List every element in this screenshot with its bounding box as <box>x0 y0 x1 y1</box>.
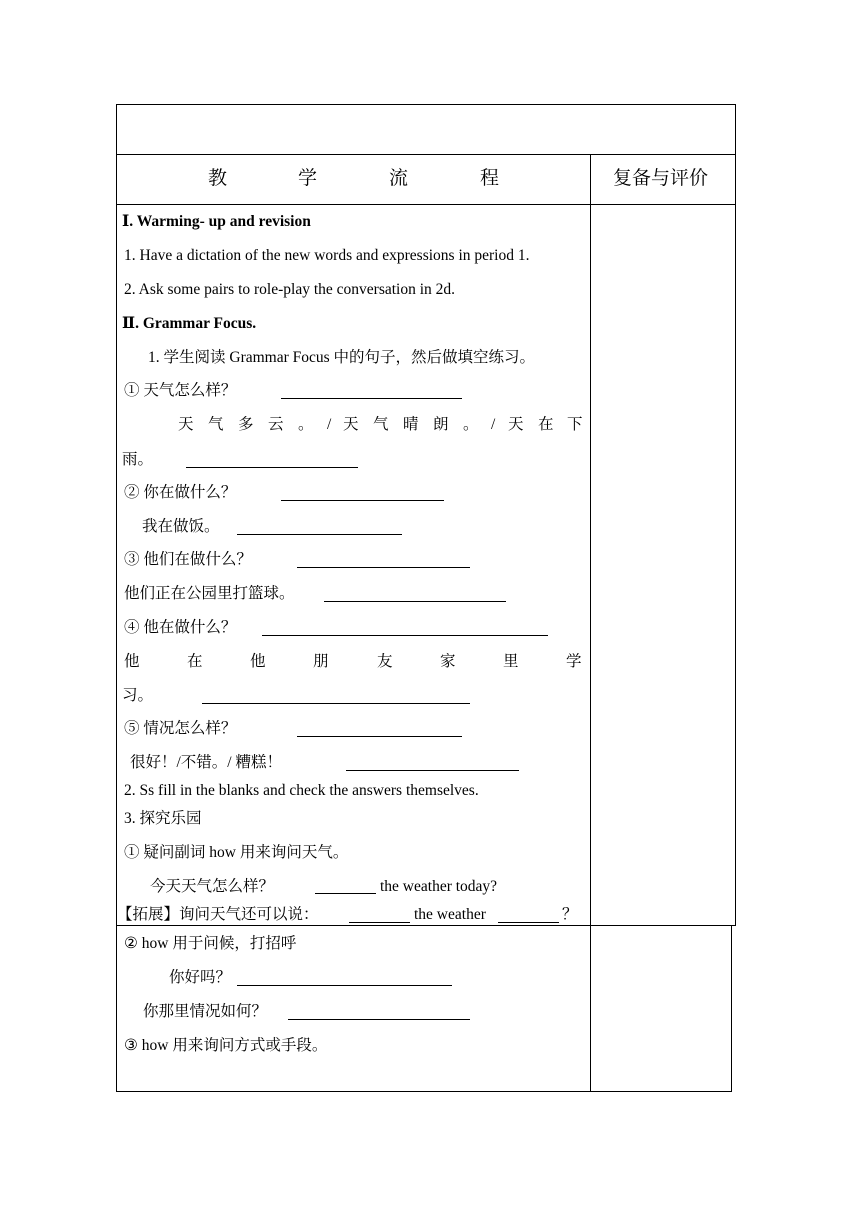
section1-item2: 2. Ask some pairs to role-play the conversation in 2d. <box>124 281 456 298</box>
q1-answer-char-10: 朗 <box>433 416 449 433</box>
q4-answer-char-7: 里 <box>503 653 519 670</box>
q4-answer-char-5: 友 <box>377 653 393 670</box>
extension-blank-1[interactable] <box>349 922 410 923</box>
section1-title: Ⅰ. Warming- up and revision <box>122 213 311 230</box>
header-flow-char-4: 程 <box>480 168 500 189</box>
how2-example-1: 你好吗？ <box>169 969 232 986</box>
q2-text: ② 你在做什么？ <box>124 484 237 501</box>
q4-blank[interactable] <box>262 635 548 636</box>
q1-answer-char-12: / <box>491 416 496 433</box>
extension-mid: the weather <box>414 906 486 923</box>
section2-item1: 1. 学生阅读 Grammar Focus 中的句子，然后做填空练习。 <box>148 349 536 366</box>
q2-answer: 我在做饭。 <box>142 518 220 535</box>
q1-answer-char-1: 天 <box>178 416 194 433</box>
q1-answer-char-5: 。 <box>298 416 314 433</box>
q1-answer-char-7: 天 <box>343 416 359 433</box>
extension-end: ？ <box>562 906 578 923</box>
q4-answer-char-6: 家 <box>440 653 456 670</box>
section2-item3: 3. 探究乐园 <box>124 810 202 827</box>
q1-answer-tail: 雨。 <box>122 451 154 468</box>
q2-answer-blank[interactable] <box>237 534 402 535</box>
q2-blank[interactable] <box>281 500 444 501</box>
how2-text: ② how 用于问候，打招呼 <box>124 935 297 952</box>
q1-answer-char-14: 在 <box>538 416 554 433</box>
q1-answer-blank[interactable] <box>186 467 358 468</box>
table-column-divider <box>590 154 591 1092</box>
how1-example-en: the weather today? <box>380 878 498 895</box>
q5-answer-blank[interactable] <box>346 770 519 771</box>
how1-example-cn: 今天天气怎么样？ <box>150 878 275 895</box>
q1-answer-char-3: 多 <box>238 416 254 433</box>
q3-text: ③ 他们在做什么？ <box>124 551 252 568</box>
q4-text: ④ 他在做什么？ <box>124 619 237 636</box>
q4-answer-blank[interactable] <box>202 703 470 704</box>
section2-title: Ⅱ. Grammar Focus. <box>122 315 257 332</box>
table-border-right-upper <box>735 104 736 925</box>
table-border-left <box>116 104 117 1092</box>
how2-blank-2[interactable] <box>288 1019 470 1020</box>
q4-answer-char-3: 他 <box>250 653 266 670</box>
table-border-right-lower <box>731 925 732 1092</box>
q1-answer-char-8: 气 <box>373 416 389 433</box>
q1-answer-char-11: 。 <box>463 416 479 433</box>
q4-answer-char-8: 学 <box>566 653 582 670</box>
section2-item2: 2. Ss fill in the blanks and check the answers themselves. <box>124 782 479 799</box>
table-row-divider-3 <box>116 925 736 926</box>
extension-blank-2[interactable] <box>498 922 559 923</box>
q5-blank[interactable] <box>297 736 462 737</box>
q1-answer-char-2: 气 <box>208 416 224 433</box>
q1-answer-char-4: 云 <box>268 416 284 433</box>
q5-text: ⑤ 情况怎么样？ <box>124 720 237 737</box>
how1-text: ① 疑问副词 how 用来询问天气。 <box>124 844 349 861</box>
q3-blank[interactable] <box>297 567 470 568</box>
header-flow-char-2: 学 <box>298 168 318 189</box>
q3-answer: 他们正在公园里打篮球。 <box>124 585 295 602</box>
how3-text: ③ how 用来询问方式或手段。 <box>124 1037 328 1054</box>
table-border-top <box>116 104 736 105</box>
q1-answer-char-15: 下 <box>567 416 583 433</box>
q4-answer-tail: 习。 <box>122 687 154 704</box>
header-review-label: 复备与评价 <box>613 168 709 189</box>
header-flow-char-1: 教 <box>208 168 228 189</box>
table-border-bottom <box>116 1091 732 1092</box>
q3-answer-blank[interactable] <box>324 601 506 602</box>
q4-answer-char-4: 朋 <box>313 653 329 670</box>
q4-answer-char-2: 在 <box>187 653 203 670</box>
header-flow-char-3: 流 <box>389 168 409 189</box>
extension-label: 【拓展】询问天气还可以说： <box>117 906 319 923</box>
how2-example-2: 你那里情况如何？ <box>143 1003 268 1020</box>
q1-blank[interactable] <box>281 398 462 399</box>
q4-answer-char-1: 他 <box>124 653 140 670</box>
q1-answer-char-6: / <box>327 416 332 433</box>
q1-text: ① 天气怎么样？ <box>124 382 237 399</box>
how1-blank[interactable] <box>315 893 376 894</box>
how2-blank-1[interactable] <box>237 985 452 986</box>
section1-item1: 1. Have a dictation of the new words and expressions in period 1. <box>124 247 530 264</box>
q1-answer-char-9: 晴 <box>403 416 419 433</box>
q5-answer: 很好！/不错。/ 糟糕！ <box>130 754 282 771</box>
table-row-divider-2 <box>116 204 736 205</box>
table-row-divider-1 <box>116 154 736 155</box>
q1-answer-char-13: 天 <box>508 416 524 433</box>
